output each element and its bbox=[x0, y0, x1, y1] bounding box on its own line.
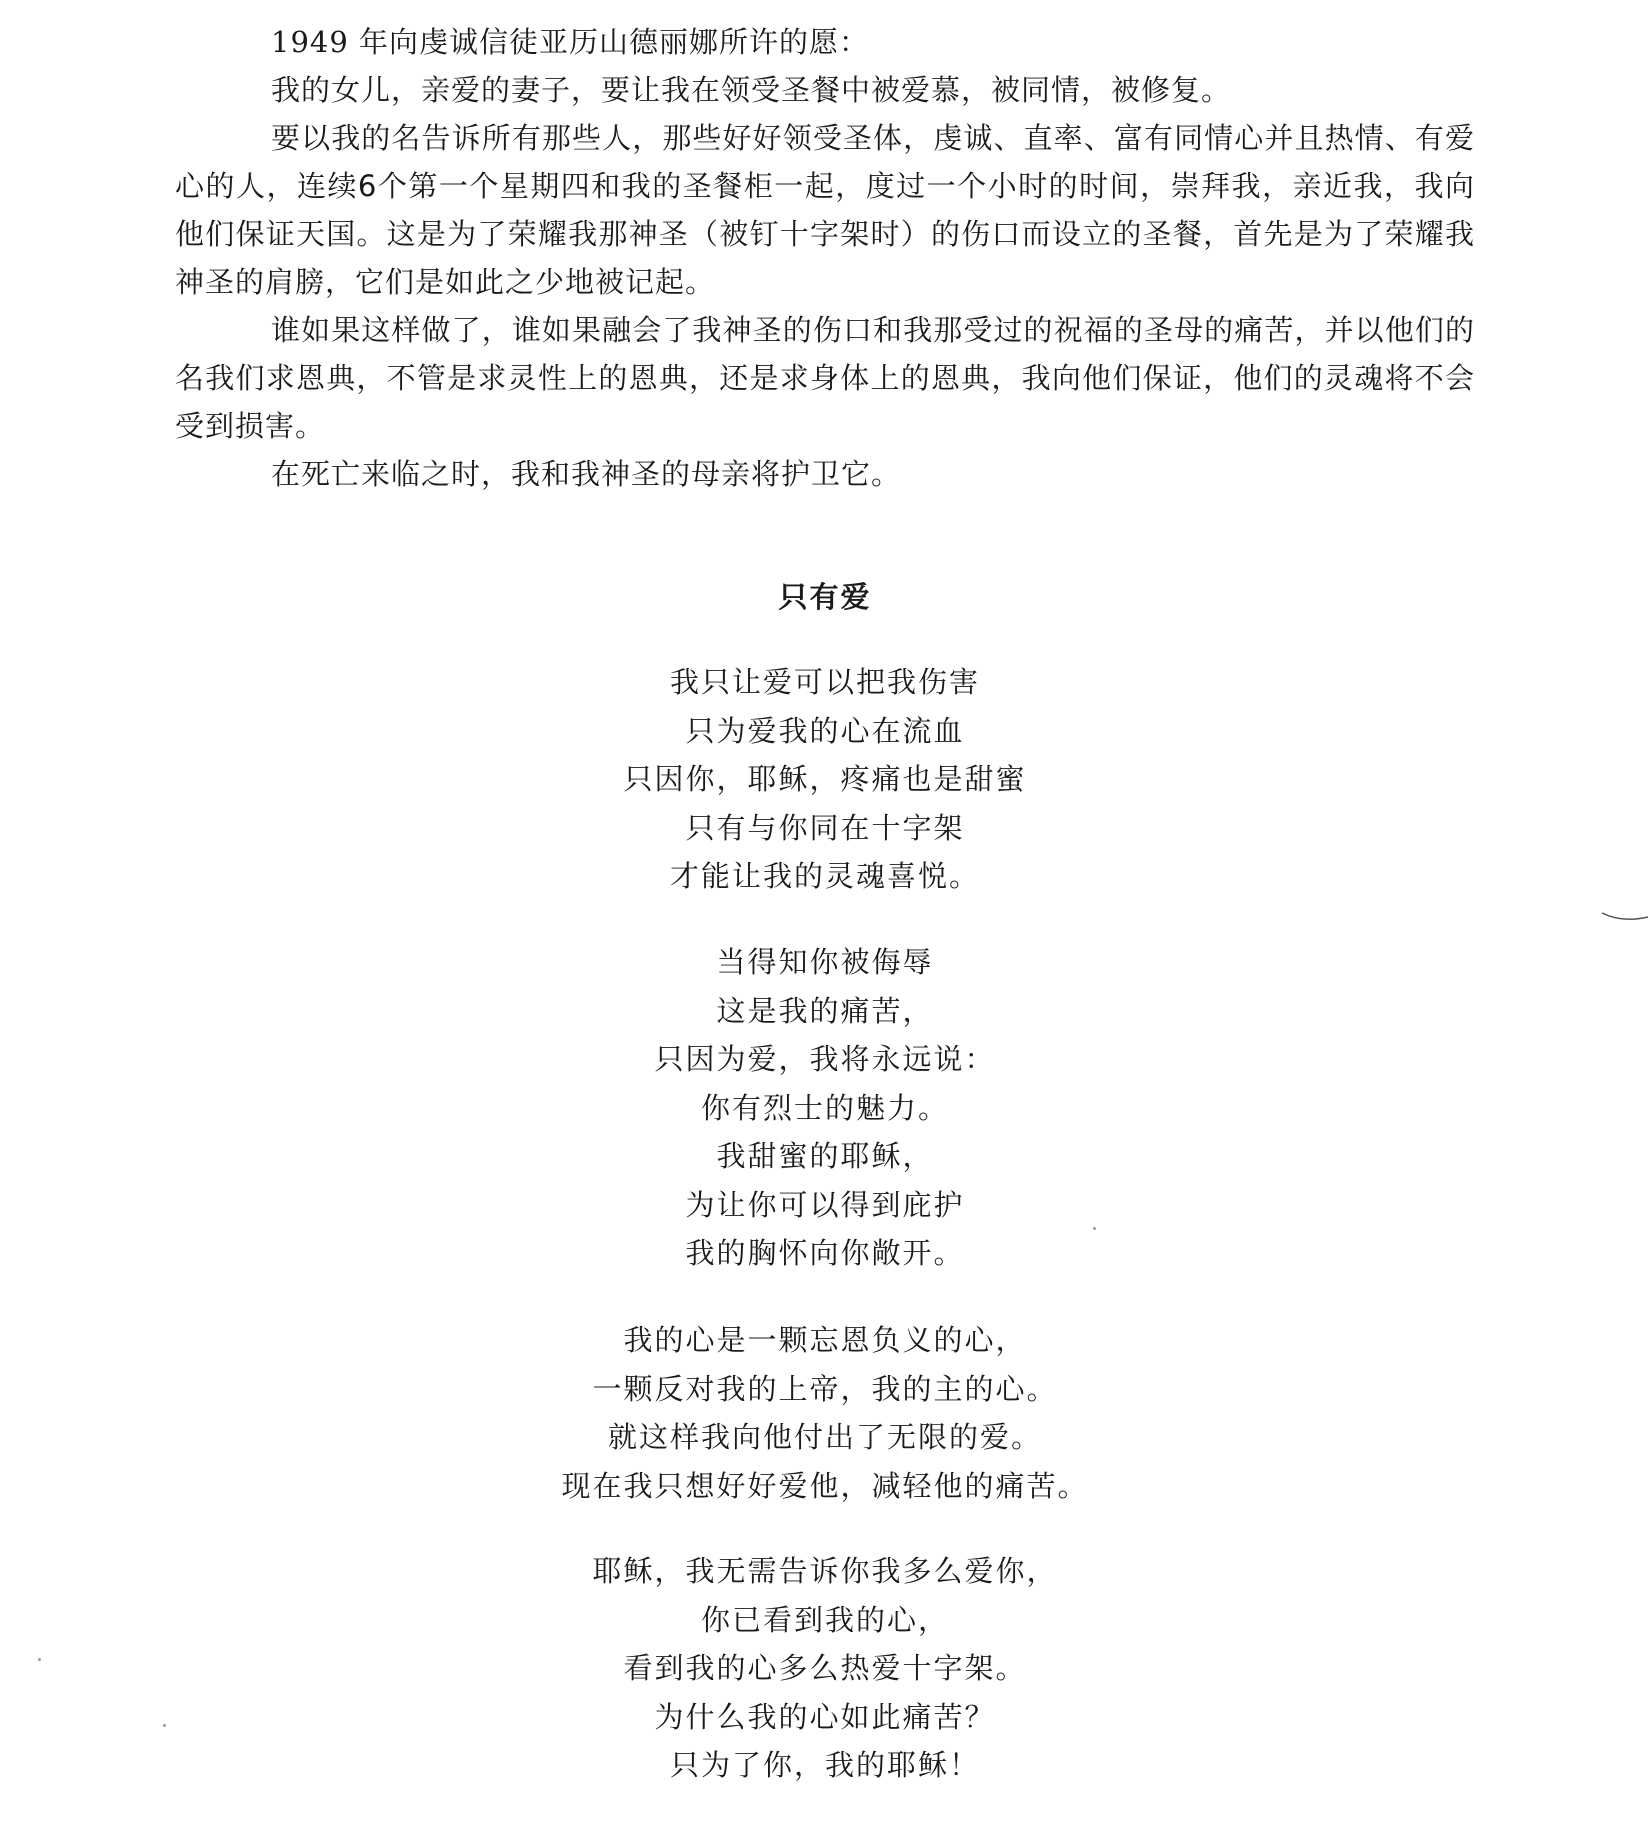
scan-speck bbox=[38, 1658, 41, 1661]
poem-line: 我只让爱可以把我伤害 bbox=[669, 665, 980, 699]
poem-line: 一颗反对我的上帝，我的主的心。 bbox=[592, 1371, 1058, 1406]
poem-line: 就这样我向他付出了无限的爱。 bbox=[607, 1420, 1042, 1454]
poem-line: 耶稣，我无需告诉你我多么爱你， bbox=[592, 1554, 1058, 1588]
poem-line: 才能让我的灵魂喜悦。 bbox=[669, 859, 980, 893]
poem-stanza bbox=[0, 1316, 1650, 1510]
poem-line: 只为了你，我的耶稣！ bbox=[669, 1748, 980, 1782]
scan-artifact-mark bbox=[1600, 905, 1650, 925]
prose-paragraph: 谁如果这样做了，谁如果融会了我神圣的伤口和我那受过的祝福的圣母的痛苦，并以他们的名我们求恩典，不管是求灵性上的恩典，还是求身体上的恩典，我向他们保证，他们的灵魂将不会受到损害。 bbox=[175, 313, 1475, 443]
prose-paragraph: 我的女儿，亲爱的妻子，要让我在领受圣餐中被爱慕，被同情，被修复。 bbox=[271, 73, 1232, 107]
poem-line: 现在我只想好好爱他，减轻他的痛苦。 bbox=[561, 1468, 1089, 1503]
poem-line: 只有与你同在十字架 bbox=[685, 810, 965, 845]
poem-line: 这是我的痛苦， bbox=[716, 993, 934, 1028]
poem-stanza bbox=[0, 658, 1650, 901]
poem-line: 只因为爱，我将永远说： bbox=[654, 1042, 996, 1076]
poem-stanza bbox=[0, 938, 1650, 1278]
poem-title: 只有爱 bbox=[778, 580, 872, 614]
poem-line: 只因你，耶稣，疼痛也是甜蜜 bbox=[623, 762, 1027, 796]
poem-line: 为什么我的心如此痛苦？ bbox=[654, 1699, 996, 1734]
poem-line: 你已看到我的心， bbox=[700, 1602, 949, 1637]
poem-line: 我甜蜜的耶稣， bbox=[716, 1139, 934, 1173]
scan-speck bbox=[1093, 1227, 1096, 1230]
poem-line: 当得知你被侮辱 bbox=[716, 945, 934, 979]
prose-paragraph: 要以我的名告诉所有那些人，那些好好领受圣体，虔诚、直率、富有同情心并且热情、有爱心的人，连续6个第一个星期四和我的圣餐柜一起，度过一个小时的时间，崇拜我，亲近我，我向他们保证天国。这是为了荣耀我那神圣（被钉十字架时）的伤口而设立的圣餐，首先是为了荣耀我神圣的肩膀，它们是如此之少地被记起。 bbox=[175, 121, 1475, 299]
prose-paragraph: 在死亡来临之时，我和我神圣的母亲将护卫它。 bbox=[271, 457, 902, 491]
poem-line: 为让你可以得到庇护 bbox=[685, 1187, 965, 1222]
prose-section bbox=[175, 18, 1475, 498]
poem-stanza bbox=[0, 1547, 1650, 1790]
poem-line: 看到我的心多么热爱十字架。 bbox=[623, 1651, 1027, 1685]
prose-paragraph: 1949 年向虔诚信徒亚历山德丽娜所许的愿： bbox=[271, 25, 870, 59]
poem-line: 你有烈士的魅力。 bbox=[700, 1090, 949, 1125]
poem-line: 只为爱我的心在流血 bbox=[685, 713, 965, 748]
poem-line: 我的胸怀向你敞开。 bbox=[685, 1236, 965, 1270]
poem-line: 我的心是一颗忘恩负义的心， bbox=[623, 1323, 1027, 1357]
scan-speck bbox=[163, 1724, 166, 1727]
